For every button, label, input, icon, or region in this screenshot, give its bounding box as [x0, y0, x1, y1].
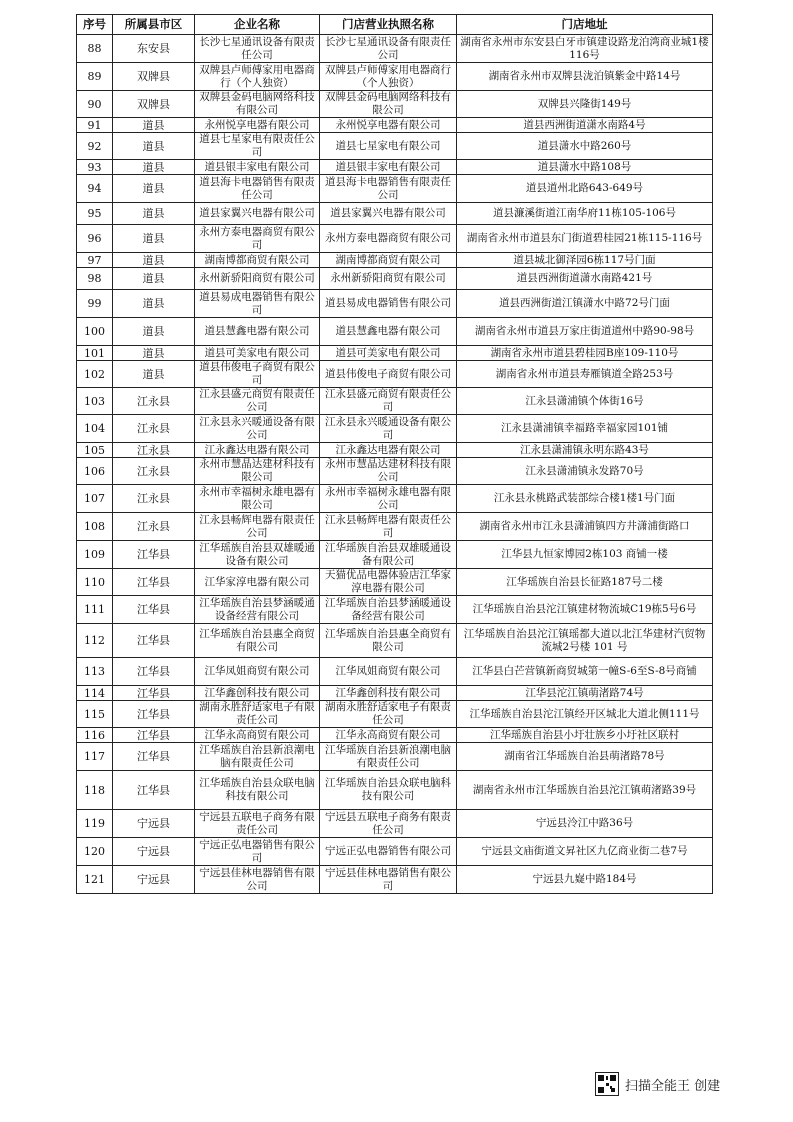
cell-address: 湖南省永州市道县碧桂园B座109-110号: [457, 346, 713, 361]
cell-store: 江华瑶族自治县双雄暖通设备有限公司: [320, 541, 457, 569]
cell-address: 道县道州北路643-649号: [457, 175, 713, 203]
cell-address: 道县城北御泽园6栋117号门面: [457, 253, 713, 268]
cell-company: 道县家翼兴电器有限公司: [195, 203, 320, 225]
cell-no: 98: [77, 268, 113, 290]
cell-no: 108: [77, 513, 113, 541]
cell-county: 东安县: [113, 35, 195, 63]
table-row: [77, 175, 713, 203]
table-row: [77, 485, 713, 513]
cell-no: 89: [77, 63, 113, 91]
table-row: [77, 569, 713, 596]
cell-company: 江永县畅辉电器有限责任公司: [195, 513, 320, 541]
cell-no: 105: [77, 443, 113, 458]
cell-address: 道县西洲街道江镇潇水中路72号门面: [457, 290, 713, 318]
table-row: [77, 415, 713, 443]
cell-county: 江永县: [113, 485, 195, 513]
cell-store: 道县家翼兴电器有限公司: [320, 203, 457, 225]
table-row: [77, 596, 713, 624]
cell-no: 116: [77, 728, 113, 743]
header-row: [77, 15, 713, 35]
table-row: [77, 458, 713, 485]
cell-county: 双牌县: [113, 63, 195, 91]
cell-no: 91: [77, 118, 113, 133]
cell-address: 道县西洲街道潇水南路421号: [457, 268, 713, 290]
cell-company: 江永鑫达电器有限公司: [195, 443, 320, 458]
cell-store: 道县易成电器销售有限公司: [320, 290, 457, 318]
cell-no: 115: [77, 701, 113, 728]
cell-address: 宁远县九嶷中路184号: [457, 866, 713, 894]
cell-store: 道县伟俊电子商贸有限公司: [320, 361, 457, 388]
cell-address: 江华县白芒营镇新商贸城第一幢S-6至S-8号商铺: [457, 658, 713, 686]
cell-county: 双牌县: [113, 91, 195, 118]
qr-code-icon: [595, 1072, 619, 1096]
table-row: [77, 225, 713, 253]
cell-company: 永州新骄阳商贸有限公司: [195, 268, 320, 290]
cell-company: 道县海卡电器销售有限责任公司: [195, 175, 320, 203]
cell-address: 湖南省永州市江永县潇浦镇四方井潇浦街路口: [457, 513, 713, 541]
cell-no: 117: [77, 743, 113, 771]
cell-company: 湖南永胜舒适家电子有限责任公司: [195, 701, 320, 728]
cell-address: 江华瑶族自治县沱江镇瑶都大道以北江华建材汽贸物流城2号楼 101 号: [457, 624, 713, 658]
cell-company: 道县易成电器销售有限公司: [195, 290, 320, 318]
cell-county: 道县: [113, 318, 195, 346]
cell-store: 江华瑶族自治县众联电脑科技有限公司: [320, 771, 457, 810]
cell-address: 湖南省江华瑶族自治县萌渚路78号: [457, 743, 713, 771]
cell-county: 宁远县: [113, 866, 195, 894]
cell-address: 湖南省永州市双牌县泷泊镇紫金中路14号: [457, 63, 713, 91]
cell-no: 107: [77, 485, 113, 513]
header-store: 门店营业执照名称: [320, 15, 457, 35]
cell-store: 江华永高商贸有限公司: [320, 728, 457, 743]
cell-county: 道县: [113, 290, 195, 318]
cell-store: 江华鑫创科技有限公司: [320, 686, 457, 701]
cell-store: 江华瑶族自治县新浪潮电脑有限责任公司: [320, 743, 457, 771]
header-company: 企业名称: [195, 15, 320, 35]
cell-store: 江华凤姐商贸有限公司: [320, 658, 457, 686]
cell-no: 97: [77, 253, 113, 268]
cell-company: 江华瑶族自治县双雄暖通设备有限公司: [195, 541, 320, 569]
cell-county: 江华县: [113, 686, 195, 701]
table-row: [77, 290, 713, 318]
header-county: 所属县市区: [113, 15, 195, 35]
header-address: 门店地址: [457, 15, 713, 35]
cell-county: 江华县: [113, 541, 195, 569]
cell-company: 江华瑶族自治县众联电脑科技有限公司: [195, 771, 320, 810]
table-row: [77, 133, 713, 160]
cell-store: 永州市幸福树永雄电器有限公司: [320, 485, 457, 513]
table-row: [77, 160, 713, 175]
cell-address: 江永县潇浦镇永明东路43号: [457, 443, 713, 458]
cell-store: 道县七星家电有限公司: [320, 133, 457, 160]
cell-store: 宁远正弘电器销售有限公司: [320, 838, 457, 866]
cell-store: 道县银丰家电有限公司: [320, 160, 457, 175]
cell-store: 湖南永胜舒适家电子有限责任公司: [320, 701, 457, 728]
cell-company: 江华家淳电器有限公司: [195, 569, 320, 596]
cell-company: 道县银丰家电有限公司: [195, 160, 320, 175]
cell-company: 江永县永兴暖通设备有限公司: [195, 415, 320, 443]
cell-company: 双牌县金码电脑网络科技有限公司: [195, 91, 320, 118]
cell-company: 永州市慧晶达建材科技有限公司: [195, 458, 320, 485]
cell-county: 江华县: [113, 771, 195, 810]
cell-store: 永州新骄阳商贸有限公司: [320, 268, 457, 290]
table-row: [77, 91, 713, 118]
table-row: [77, 318, 713, 346]
cell-company: 江华瑶族自治县新浪潮电脑有限责任公司: [195, 743, 320, 771]
cell-address: 江华瑶族自治县沱江镇建材物流城C19栋5号6号: [457, 596, 713, 624]
cell-address: 江华瑶族自治县沱江镇经开区城北大道北侧111号: [457, 701, 713, 728]
table-row: [77, 771, 713, 810]
cell-county: 道县: [113, 253, 195, 268]
cell-store: 道县慧鑫电器有限公司: [320, 318, 457, 346]
cell-store: 江华瑶族自治县梦涵暖通设备经营有限公司: [320, 596, 457, 624]
cell-address: 湖南省永州市东安县白牙市镇建设路龙泊湾商业城1楼116号: [457, 35, 713, 63]
table-row: [77, 866, 713, 894]
cell-company: 江华瑶族自治县惠全商贸有限公司: [195, 624, 320, 658]
table-row: [77, 624, 713, 658]
cell-address: 江永县潇浦镇幸福路幸福家园101铺: [457, 415, 713, 443]
cell-no: 96: [77, 225, 113, 253]
cell-no: 102: [77, 361, 113, 388]
cell-company: 道县七星家电有限责任公司: [195, 133, 320, 160]
cell-company: 宁远正弘电器销售有限公司: [195, 838, 320, 866]
table-row: [77, 443, 713, 458]
cell-no: 120: [77, 838, 113, 866]
table-row: [77, 541, 713, 569]
cell-company: 湖南博都商贸有限公司: [195, 253, 320, 268]
cell-no: 121: [77, 866, 113, 894]
cell-no: 94: [77, 175, 113, 203]
cell-county: 江华县: [113, 728, 195, 743]
table-row: [77, 743, 713, 771]
table-row: [77, 253, 713, 268]
table-row: [77, 810, 713, 838]
cell-company: 长沙七星通讯设备有限责任公司: [195, 35, 320, 63]
cell-address: 湖南省永州市江华瑶族自治县沱江镇萌渚路39号: [457, 771, 713, 810]
cell-county: 道县: [113, 133, 195, 160]
cell-company: 江永县盛元商贸有限责任公司: [195, 388, 320, 415]
cell-store: 江永县盛元商贸有限责任公司: [320, 388, 457, 415]
cell-store: 长沙七星通讯设备有限责任公司: [320, 35, 457, 63]
cell-county: 道县: [113, 225, 195, 253]
cell-county: 宁远县: [113, 810, 195, 838]
cell-county: 宁远县: [113, 838, 195, 866]
cell-county: 江永县: [113, 513, 195, 541]
cell-county: 道县: [113, 175, 195, 203]
cell-address: 江永县潇浦镇永发路70号: [457, 458, 713, 485]
cell-county: 江永县: [113, 388, 195, 415]
cell-store: 永州方泰电器商贸有限公司: [320, 225, 457, 253]
cell-store: 永州市慧晶达建材科技有限公司: [320, 458, 457, 485]
cell-address: 江华县九恒家博园2栋103 商铺一楼: [457, 541, 713, 569]
cell-no: 99: [77, 290, 113, 318]
cell-no: 92: [77, 133, 113, 160]
cell-company: 宁远县五联电子商务有限责任公司: [195, 810, 320, 838]
cell-address: 道县潇水中路260号: [457, 133, 713, 160]
cell-company: 江华瑶族自治县梦涵暖通设备经营有限公司: [195, 596, 320, 624]
table-row: [77, 118, 713, 133]
table-row: [77, 701, 713, 728]
cell-county: 江华县: [113, 624, 195, 658]
cell-address: 江永县永桃路武装部综合楼1楼1号门面: [457, 485, 713, 513]
cell-no: 118: [77, 771, 113, 810]
cell-no: 114: [77, 686, 113, 701]
cell-address: 宁远县文庙街道文昇社区九亿商业街二巷7号: [457, 838, 713, 866]
cell-no: 95: [77, 203, 113, 225]
cell-no: 109: [77, 541, 113, 569]
table-row: [77, 361, 713, 388]
cell-store: 道县海卡电器销售有限责任公司: [320, 175, 457, 203]
cell-store: 宁远县佳林电器销售有限公司: [320, 866, 457, 894]
cell-address: 道县濂溪街道江南华府11栋105-106号: [457, 203, 713, 225]
cell-county: 江华县: [113, 569, 195, 596]
cell-county: 道县: [113, 268, 195, 290]
cell-no: 88: [77, 35, 113, 63]
cell-address: 道县西洲街道潇水南路4号: [457, 118, 713, 133]
cell-store: 天猫优品电器体验店江华家淳电器有限公司: [320, 569, 457, 596]
cell-no: 104: [77, 415, 113, 443]
cell-company: 双牌县卢师傅家用电器商行（个人独资）: [195, 63, 320, 91]
cell-no: 110: [77, 569, 113, 596]
cell-county: 江华县: [113, 743, 195, 771]
cell-no: 90: [77, 91, 113, 118]
table-row: [77, 346, 713, 361]
cell-company: 宁远县佳林电器销售有限公司: [195, 866, 320, 894]
cell-store: 永州悦享电器有限公司: [320, 118, 457, 133]
table-row: [77, 203, 713, 225]
store-list-table: [76, 14, 713, 894]
cell-address: 宁远县泠江中路36号: [457, 810, 713, 838]
cell-no: 103: [77, 388, 113, 415]
table-body: [77, 35, 713, 894]
cell-county: 道县: [113, 361, 195, 388]
header-no: 序号: [77, 15, 113, 35]
table-row: [77, 728, 713, 743]
cell-no: 113: [77, 658, 113, 686]
cell-no: 93: [77, 160, 113, 175]
cell-address: 江华瑶族自治县长征路187号二楼: [457, 569, 713, 596]
cell-no: 112: [77, 624, 113, 658]
cell-company: 江华凤姐商贸有限公司: [195, 658, 320, 686]
cell-county: 江永县: [113, 415, 195, 443]
cell-county: 道县: [113, 203, 195, 225]
cell-company: 永州市幸福树永雄电器有限公司: [195, 485, 320, 513]
cell-address: 双牌县兴隆街149号: [457, 91, 713, 118]
cell-county: 道县: [113, 118, 195, 133]
footer-text: 扫描全能王 创建: [625, 1078, 721, 1094]
cell-county: 江华县: [113, 658, 195, 686]
cell-no: 106: [77, 458, 113, 485]
table-row: [77, 268, 713, 290]
cell-county: 江永县: [113, 443, 195, 458]
cell-company: 道县慧鑫电器有限公司: [195, 318, 320, 346]
table-row: [77, 513, 713, 541]
cell-county: 道县: [113, 160, 195, 175]
cell-company: 道县伟俊电子商贸有限公司: [195, 361, 320, 388]
cell-store: 双牌县金码电脑网络科技有限公司: [320, 91, 457, 118]
cell-no: 111: [77, 596, 113, 624]
cell-store: 江永县畅辉电器有限责任公司: [320, 513, 457, 541]
table-row: [77, 658, 713, 686]
cell-no: 119: [77, 810, 113, 838]
cell-company: 江华鑫创科技有限公司: [195, 686, 320, 701]
table-row: [77, 686, 713, 701]
cell-company: 永州悦享电器有限公司: [195, 118, 320, 133]
cell-store: 宁远县五联电子商务有限责任公司: [320, 810, 457, 838]
cell-address: 湖南省永州市道县寿雁镇道全路253号: [457, 361, 713, 388]
cell-address: 湖南省永州市道县东门街道碧桂园21栋115-116号: [457, 225, 713, 253]
cell-store: 江华瑶族自治县惠全商贸有限公司: [320, 624, 457, 658]
cell-store: 双牌县卢师傅家用电器商行（个人独资）: [320, 63, 457, 91]
cell-county: 道县: [113, 346, 195, 361]
cell-address: 道县潇水中路108号: [457, 160, 713, 175]
cell-store: 江永鑫达电器有限公司: [320, 443, 457, 458]
cell-store: 湖南博都商贸有限公司: [320, 253, 457, 268]
cell-no: 100: [77, 318, 113, 346]
table-row: [77, 388, 713, 415]
cell-address: 江永县潇浦镇个体街16号: [457, 388, 713, 415]
cell-company: 江华永高商贸有限公司: [195, 728, 320, 743]
cell-store: 道县可美家电有限公司: [320, 346, 457, 361]
footer-watermark: [595, 1072, 720, 1096]
cell-company: 道县可美家电有限公司: [195, 346, 320, 361]
table-row: [77, 63, 713, 91]
table-row: [77, 35, 713, 63]
cell-county: 江华县: [113, 596, 195, 624]
cell-company: 永州方泰电器商贸有限公司: [195, 225, 320, 253]
cell-county: 江华县: [113, 701, 195, 728]
cell-address: 江华瑶族自治县小圩壮族乡小圩社区联村: [457, 728, 713, 743]
cell-county: 江永县: [113, 458, 195, 485]
cell-store: 江永县永兴暖通设备有限公司: [320, 415, 457, 443]
cell-address: 湖南省永州市道县万家庄街道道州中路90-98号: [457, 318, 713, 346]
cell-address: 江华县沱江镇萌渚路74号: [457, 686, 713, 701]
table-row: [77, 838, 713, 866]
cell-no: 101: [77, 346, 113, 361]
